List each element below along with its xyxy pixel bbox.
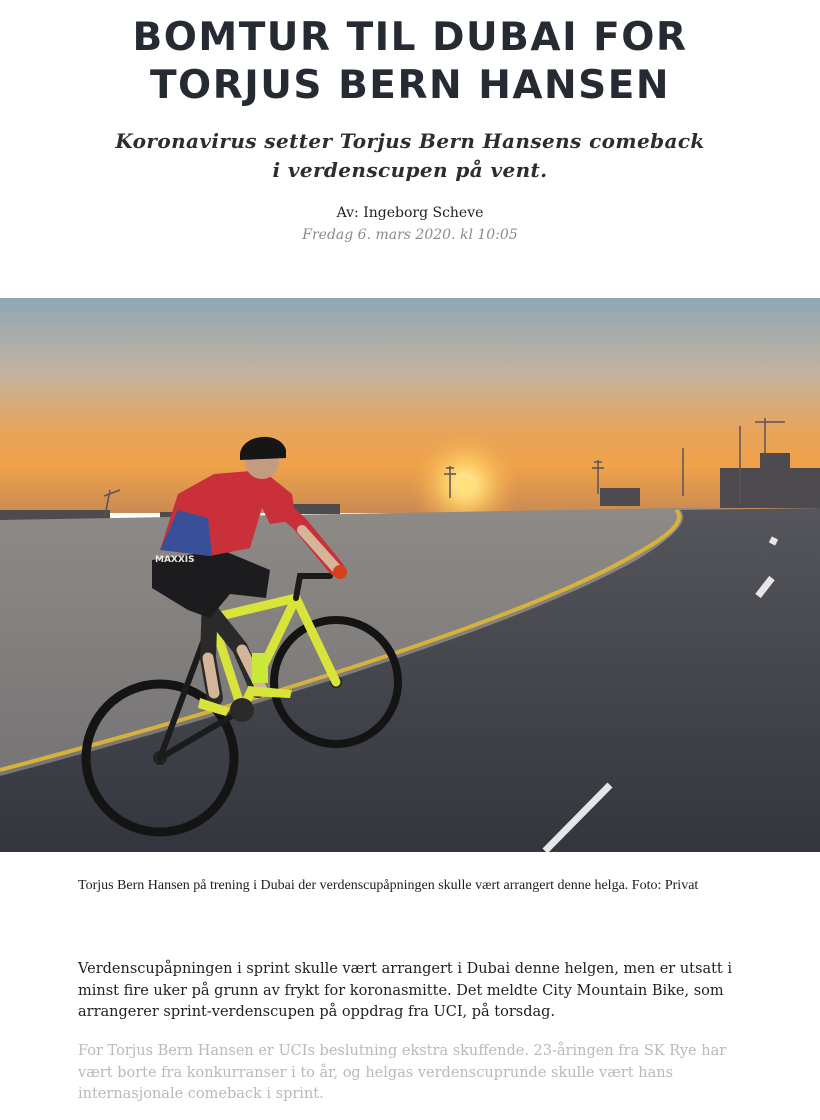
page-title bbox=[0, 14, 820, 110]
body-paragraph-2: For Torjus Bern Hansen er UCIs beslutning ekstra skuffende. 23-åringen fra SK Rye har vært borte fra konkurranser i to år, og helgas verdenscuprunde skulle vært hans internasjonale comeback i sprint. bbox=[78, 1043, 727, 1102]
cyclist-sunset-illustration bbox=[0, 298, 820, 852]
hero-photo bbox=[0, 298, 820, 852]
page-title-line-1: BOMTUR TIL DUBAI FOR bbox=[132, 15, 688, 60]
jersey-sponsor-text: MAXXIS bbox=[155, 555, 195, 565]
sun bbox=[456, 477, 474, 495]
publish-date: Fredag 6. mars 2020. kl 10:05 bbox=[302, 227, 518, 243]
author-byline[interactable]: Av: Ingeborg Scheve bbox=[336, 205, 484, 221]
article-subtitle: Koronavirus setter Torjus Bern Hansens comeback i verdenscupen på vent. bbox=[115, 129, 705, 182]
page-title-line-2: TORJUS BERN HANSEN bbox=[149, 63, 671, 108]
body-paragraph-1: Verdenscupåpningen i sprint skulle vært arrangert i Dubai denne helgen, men er utsatt i minst fire uker på grunn av frykt for koronasmitte. Det meldte City Mountain Bike, som arrangerer sprint-verdenscupen på oppdrag fra UCI, på torsdag. bbox=[78, 961, 732, 1020]
sky bbox=[0, 298, 820, 513]
photo-caption: Torjus Bern Hansen på trening i Dubai der verdenscupåpningen skulle vært arrangert denne helga. Foto: Privat bbox=[78, 878, 699, 893]
